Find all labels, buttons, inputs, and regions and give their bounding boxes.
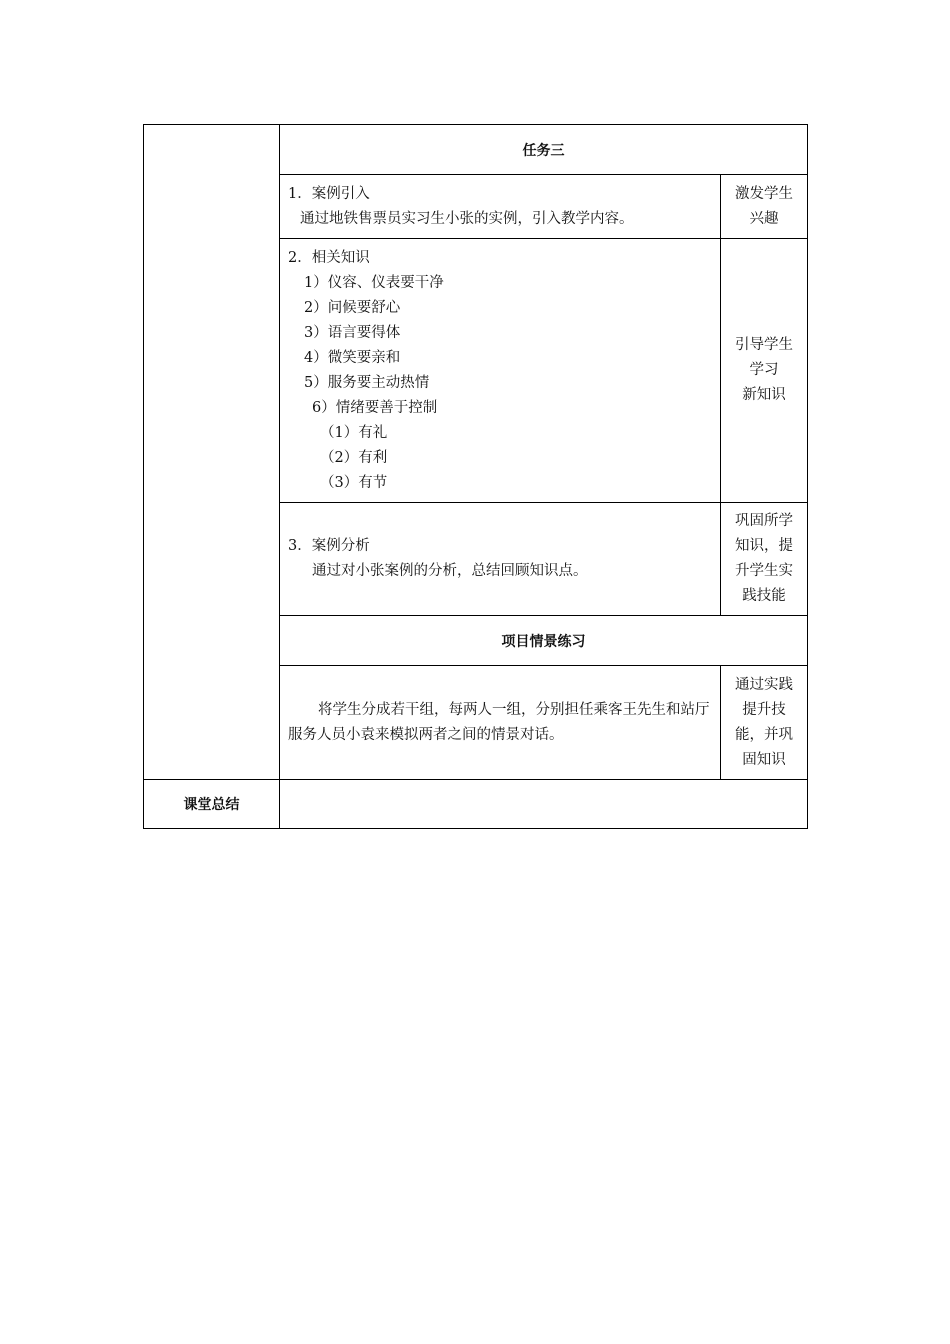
section3-note-line: 践技能 (742, 588, 786, 604)
section3-title: 3．案例分析 (288, 538, 370, 554)
task-three-heading-row (144, 125, 808, 175)
section2-note-line: 学习 (749, 362, 779, 378)
section2-note (721, 239, 808, 503)
section3-note-line: 巩固所学 (735, 513, 793, 529)
section2-note-line: 新知识 (742, 387, 786, 403)
section2-note-line: 引导学生 (735, 337, 793, 353)
practice-body: 将学生分成若干组，每两人一组，分别担任乘客王先生和站厅服务人员小袁来模拟两者之间的情景对话。 (288, 701, 710, 743)
section2-title: 2．相关知识 (288, 249, 370, 266)
section2-item: 5）服务要主动热情 (304, 374, 430, 391)
section1-note-line: 激发学生 (735, 185, 793, 202)
practice-note-line: 固知识 (742, 751, 786, 768)
section1-note-line: 兴趣 (749, 210, 779, 227)
task-three-heading: 任务三 (280, 125, 808, 175)
left-blank-cell (144, 125, 280, 780)
practice-note-line: 能，并巩 (735, 726, 793, 743)
section2-subitem: （1）有礼 (320, 424, 388, 441)
section1-title: 1．案例引入 (288, 185, 370, 202)
section2-content (280, 239, 721, 503)
section3-note (721, 503, 808, 616)
summary-content (280, 780, 808, 829)
section2-item: 2）问候要舒心 (304, 299, 401, 316)
section1-note (721, 175, 808, 239)
section2-item: 4）微笑要亲和 (304, 349, 401, 366)
practice-note (721, 666, 808, 780)
practice-note-line: 通过实践 (735, 676, 793, 693)
practice-content (280, 666, 721, 780)
section3-body: 通过对小张案例的分析，总结回顾知识点。 (312, 563, 588, 579)
section3-content (280, 503, 721, 616)
practice-heading: 项目情景练习 (280, 616, 808, 666)
summary-row (144, 780, 808, 829)
summary-label: 课堂总结 (144, 780, 280, 829)
section3-note-line: 升学生实 (735, 563, 793, 579)
practice-note-line: 提升技 (742, 701, 786, 718)
section3-note-line: 知识，提 (735, 538, 793, 554)
section2-item: 3）语言要得体 (304, 324, 401, 341)
lesson-plan-table (143, 124, 808, 829)
section2-subitem: （3）有节 (320, 474, 388, 491)
section2-item: 1）仪容、仪表要干净 (304, 274, 444, 291)
section1-content (280, 175, 721, 239)
section2-subitem: （2）有利 (320, 449, 388, 466)
section2-item: 6）情绪要善于控制 (312, 399, 438, 416)
section1-body: 通过地铁售票员实习生小张的实例，引入教学内容。 (300, 210, 634, 227)
